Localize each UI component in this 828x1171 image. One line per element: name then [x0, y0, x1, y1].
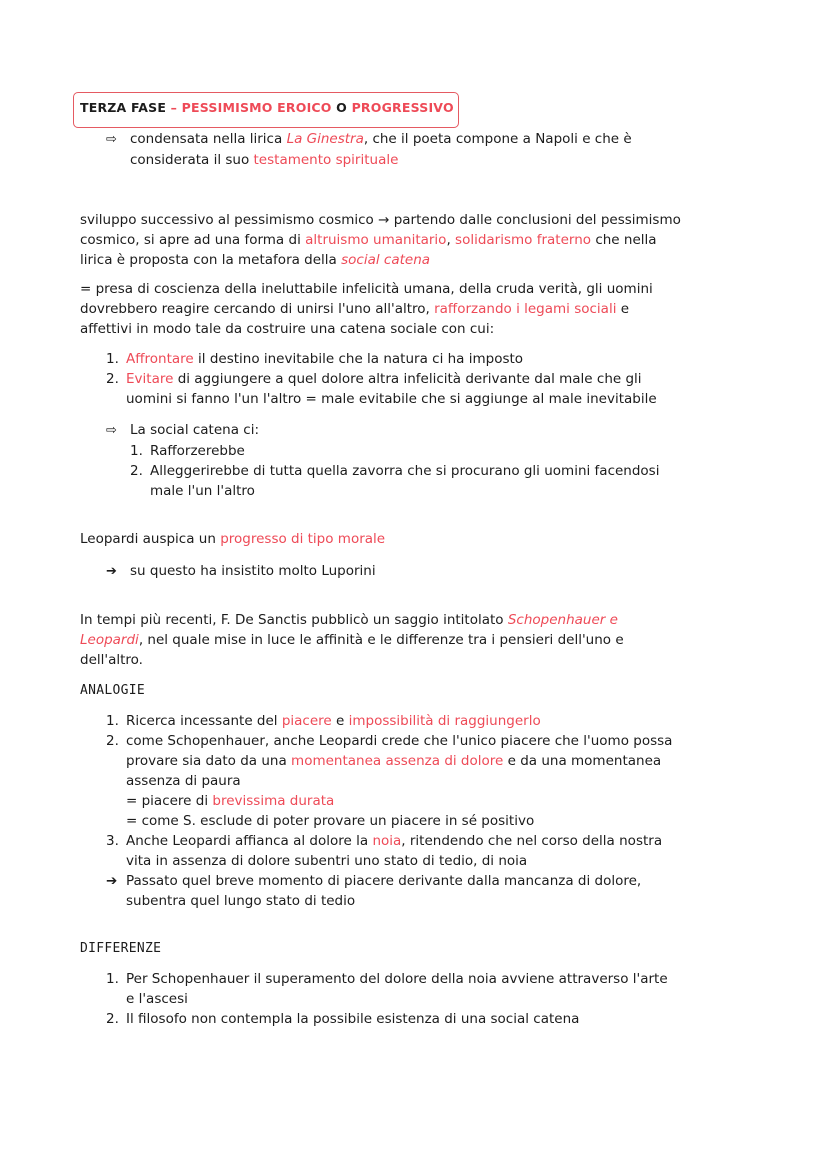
list-catena-sociale: 1. Affrontare il destino inevitabile che la natura ci ha imposto 2. Evitare di aggiungere a quel dolore altra infelicità derivante dal male che gli uomini si fanno l'un l'altro = male evitabile che si aggiunge al male inevitabile	[106, 351, 657, 407]
paragraph-de-sanctis: In tempi più recenti, F. De Sanctis pubblicò un saggio intitolato Schopenhauer e Leopardi, nel quale mise in luce le affinità e le differenze tra i pensieri dell'uno e dell'altro.	[80, 612, 624, 668]
analogie-list: 1. Ricerca incessante del piacere e impossibilità di raggiungerlo 2. come Schopenhauer, anche Leopardi crede che l'unico piacere che l'uomo possa provare sia dato da una momentanea assenza di dolore e da una momentanea assenza di paura = piacere di brevissima durata = come S. esclude di poter provare un piacere in sé positivo 3. Anche Leopardi affianca al dolore la noia, ritendendo che nel corso della nostra vita in assenza di dolore subentri uno stato di tedio, di noia ➔ Passato quel breve momento di piacere derivante dalla mancanza di dolore, subentra quel lungo stato di tedio	[106, 713, 673, 909]
intro-block: ⇨ condensata nella lirica La Ginestra, che il poeta compone a Napoli e che è considerata il suo testamento spirituale	[106, 131, 632, 168]
solid-arrow-icon: ➔	[106, 564, 117, 579]
list-item: ➔ Passato quel breve momento di piacere derivante dalla mancanza di dolore,	[106, 873, 642, 889]
list-item: 1. Per Schopenhauer il superamento del dolore della noia avviene attraverso l'arte	[106, 971, 668, 987]
header-o: O	[331, 100, 352, 115]
list-item: 2. Alleggerirebbe di tutta quella zavorra che si procurano gli uomini facendosi	[130, 463, 660, 479]
paragraph-sviluppo: sviluppo successivo al pessimismo cosmico → partendo dalle conclusioni del pessimismo cosmico, si apre ad una forma di altruismo umanitario, solidarismo fraterno che nella lirica è proposta con la metafora della social catena	[80, 212, 681, 268]
differenze-list: 1. Per Schopenhauer il superamento del dolore della noia avviene attraverso l'arte e l'ascesi 2. Il filosofo non contempla la possibile esistenza di una social catena	[106, 971, 668, 1027]
header-part3: PROGRESSIVO	[351, 100, 454, 115]
hollow-arrow-icon: ⇨	[106, 423, 117, 438]
list-item: 3. Anche Leopardi affianca al dolore la noia, ritendendo che nel corso della nostra	[106, 833, 663, 849]
list-item: 2. Evitare di aggiungere a quel dolore altra infelicità derivante dal male che gli	[106, 371, 642, 387]
list-item: 2. Il filosofo non contempla la possibile esistenza di una social catena	[106, 1011, 580, 1027]
list-item: 1. Rafforzerebbe	[130, 443, 245, 459]
list-item: 1. Ricerca incessante del piacere e impossibilità di raggiungerlo	[106, 713, 541, 729]
progress-line: Leopardi auspica un progresso di tipo morale	[80, 531, 386, 547]
hollow-arrow-icon: ⇨	[106, 132, 117, 147]
analogie-title: ANALOGIE	[80, 683, 146, 698]
paragraph-presa-coscienza: = presa di coscienza della ineluttabile infelicità umana, della cruda verità, gli uomini dovrebbero reagire cercando di unirsi l'uno all'altro, rafforzando i legami sociali e affettivi in modo tale da costruire una catena sociale con cui:	[80, 281, 653, 337]
list-item: 1. Affrontare il destino inevitabile che la natura ci ha imposto	[106, 351, 524, 367]
differenze-title: DIFFERENZE	[80, 941, 162, 956]
header-dash: –	[166, 100, 182, 115]
header-part2: PESSIMISMO EROICO	[181, 100, 332, 115]
list-item: 2. come Schopenhauer, anche Leopardi crede che l'unico piacere che l'uomo possa	[106, 733, 673, 749]
header-part1: TERZA FASE	[80, 100, 167, 115]
social-catena-block: ⇨ La social catena ci: 1. Rafforzerebbe 2. Alleggerirebbe di tutta quella zavorra che si procurano gli uomini facendosi male l'un l'altro	[106, 422, 660, 499]
solid-arrow-icon: ➔	[106, 873, 118, 889]
luporini-line: ➔ su questo ha insistito molto Luporini	[106, 561, 376, 582]
section-header	[80, 98, 454, 118]
